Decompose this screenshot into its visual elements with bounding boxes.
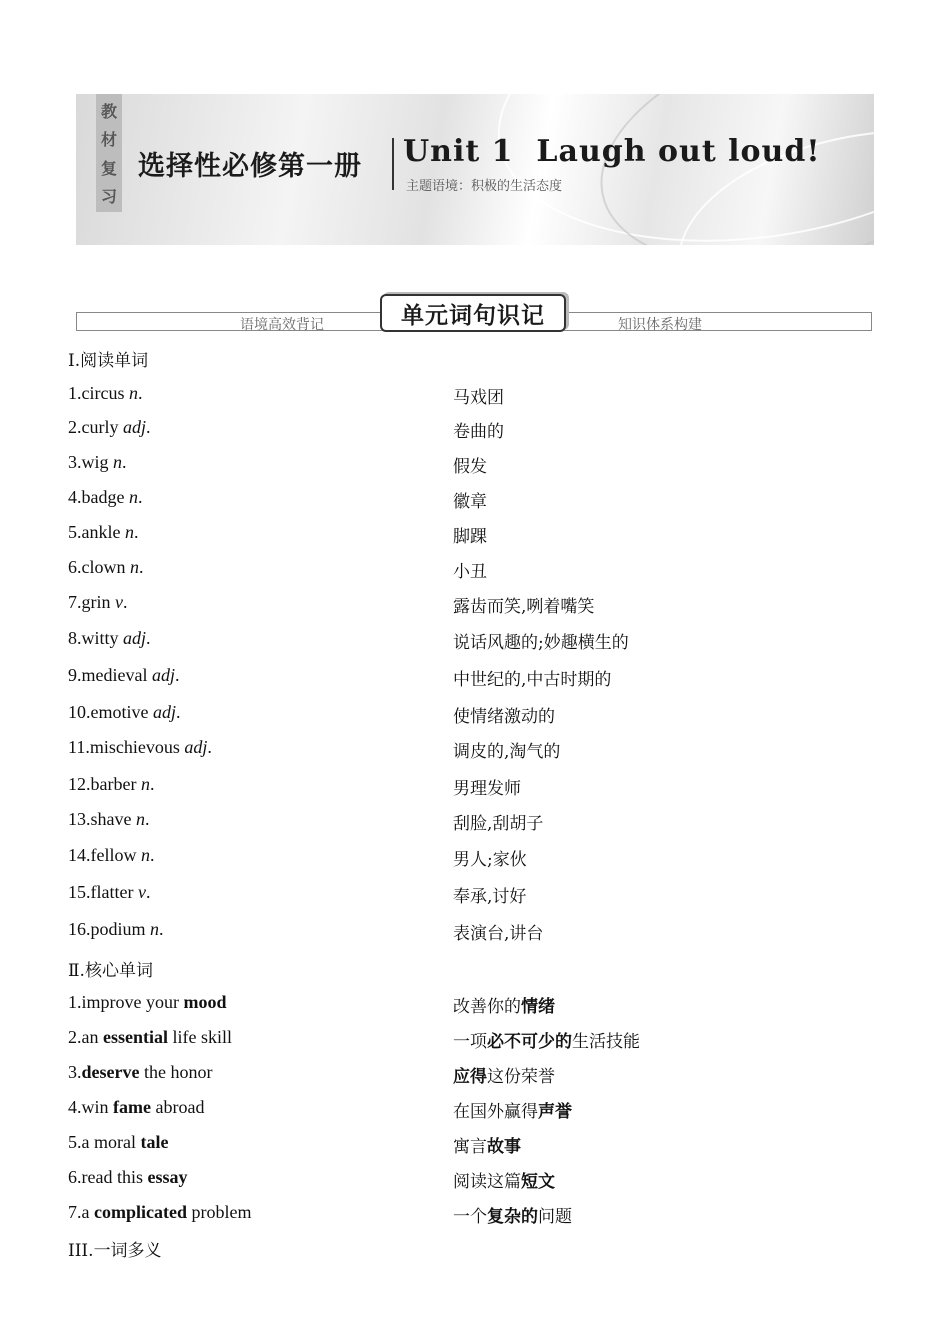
section-title-box: 单元词句识记	[380, 294, 566, 332]
english-term: 10.emotive adj.	[68, 702, 181, 722]
list-item	[0, 992, 950, 1016]
list-item	[0, 665, 950, 689]
phrase-suffix: life skill	[168, 1027, 232, 1047]
list-item	[0, 737, 950, 761]
zh-key-word: 故事	[487, 1137, 521, 1157]
chinese-phrase	[453, 1097, 572, 1122]
item-number: 9.	[68, 665, 82, 685]
side-tab-char: 复	[100, 158, 117, 178]
english-term: 4.badge n.	[68, 487, 143, 507]
banner-divider	[392, 138, 394, 190]
side-tab-char: 教	[100, 102, 117, 122]
english-term: 12.barber n.	[68, 774, 155, 794]
part-of-speech: n	[128, 383, 138, 403]
english-term: 8.witty adj.	[68, 628, 151, 648]
part-of-speech: n	[140, 845, 150, 865]
item-number: 14.	[68, 845, 91, 865]
chinese-meaning: 刮脸,刮胡子	[453, 814, 544, 834]
word: grin	[81, 592, 111, 612]
english-phrase	[68, 1097, 204, 1118]
zh-prefix: 一个	[453, 1207, 487, 1227]
zh-key-word: 短文	[521, 1172, 555, 1192]
item-number: 10.	[68, 702, 91, 722]
part-of-speech: n	[130, 557, 139, 577]
book-title: 选择性必修第一册	[138, 151, 362, 182]
item-number: 6.	[68, 1167, 82, 1187]
list-item	[0, 702, 950, 726]
side-tab-char: 习	[100, 186, 117, 206]
item-number: 12.	[68, 774, 91, 794]
chinese-meaning: 调皮的,淘气的	[453, 742, 561, 762]
chinese-meaning: 使情绪激动的	[453, 707, 555, 727]
item-number: 7.	[68, 1202, 82, 1222]
item-number: 3.	[68, 452, 82, 472]
item-number: 1.	[68, 383, 82, 403]
core-words-heading	[68, 956, 153, 981]
list-item	[0, 1027, 950, 1051]
word: witty	[81, 628, 119, 648]
zh-prefix: 改善你的	[453, 997, 521, 1017]
key-word: mood	[183, 992, 227, 1012]
list-item	[0, 487, 950, 511]
chinese-phrase	[453, 992, 555, 1017]
word: clown	[81, 557, 126, 577]
item-number: 4.	[68, 1097, 82, 1117]
list-item	[0, 628, 950, 652]
list-item	[0, 1202, 950, 1226]
key-word: complicated	[94, 1202, 187, 1222]
word: wig	[81, 452, 109, 472]
heading-number: Ⅱ.	[68, 961, 85, 981]
english-phrase	[68, 1132, 168, 1153]
item-number: 5.	[68, 522, 82, 542]
word: flatter	[90, 882, 134, 902]
phrase-prefix: an	[81, 1027, 103, 1047]
word: fellow	[90, 845, 137, 865]
polysemy-heading	[68, 1236, 162, 1261]
part-of-speech: n	[140, 774, 150, 794]
zh-prefix: 一项	[453, 1032, 487, 1052]
phrase-prefix: a moral	[81, 1132, 141, 1152]
chinese-meaning: 男人;家伙	[453, 850, 527, 870]
zh-prefix: 阅读这篇	[453, 1172, 521, 1192]
key-word: fame	[113, 1097, 151, 1117]
chinese-phrase	[453, 1167, 555, 1192]
heading-text: 阅读单词	[80, 351, 149, 371]
list-item	[0, 417, 950, 441]
theme-context: 主题语境：积极的生活态度	[406, 179, 563, 194]
english-phrase	[68, 1202, 251, 1223]
chinese-phrase	[453, 1027, 640, 1052]
chinese-meaning: 假发	[453, 457, 487, 477]
part-of-speech: n	[135, 809, 145, 829]
zh-prefix: 寓言	[453, 1137, 487, 1157]
english-term: 2.curly adj.	[68, 417, 151, 437]
part-of-speech: n	[124, 522, 134, 542]
list-item	[0, 845, 950, 869]
english-term: 7.grin v.	[68, 592, 128, 612]
english-phrase	[68, 1027, 232, 1048]
list-item	[0, 1167, 950, 1191]
list-item	[0, 1062, 950, 1086]
english-term: 5.ankle n.	[68, 522, 139, 542]
english-phrase	[68, 1062, 212, 1083]
chinese-meaning: 脚踝	[453, 527, 487, 547]
phrase-prefix: read this	[81, 1167, 148, 1187]
chinese-meaning: 露齿而笑,咧着嘴笑	[453, 597, 595, 617]
chinese-meaning: 卷曲的	[453, 422, 504, 442]
english-term: 11.mischievous adj.	[68, 737, 212, 757]
english-term: 16.podium n.	[68, 919, 164, 939]
word: circus	[81, 383, 125, 403]
phrase-prefix: win	[81, 1097, 113, 1117]
reading-words-heading	[68, 346, 148, 371]
english-term: 1.circus n.	[68, 383, 143, 403]
list-item	[0, 522, 950, 546]
word: medieval	[81, 665, 148, 685]
section-right-label: 知识体系构建	[618, 317, 702, 333]
chinese-meaning: 说话风趣的;妙趣横生的	[453, 633, 629, 653]
item-number: 11.	[68, 737, 90, 757]
part-of-speech: adj	[184, 737, 208, 757]
item-number: 2.	[68, 1027, 82, 1047]
heading-number: Ⅰ.	[68, 351, 81, 371]
english-term: 9.medieval adj.	[68, 665, 180, 685]
zh-suffix: 问题	[538, 1207, 572, 1227]
part-of-speech: n	[113, 452, 122, 472]
item-number: 8.	[68, 628, 82, 648]
key-word: deserve	[81, 1062, 140, 1082]
english-term: 15.flatter v.	[68, 882, 151, 902]
part-of-speech: adj	[152, 702, 176, 722]
part-of-speech: v	[137, 882, 146, 902]
list-item	[0, 557, 950, 581]
part-of-speech: adj	[122, 417, 146, 437]
zh-key-word: 声誉	[538, 1102, 572, 1122]
item-number: 7.	[68, 592, 82, 612]
list-item	[0, 1097, 950, 1121]
zh-prefix: 在国外赢得	[453, 1102, 538, 1122]
word: curly	[81, 417, 119, 437]
word: ankle	[81, 522, 121, 542]
list-item	[0, 383, 950, 407]
chinese-phrase	[453, 1202, 572, 1227]
heading-text: 核心单词	[84, 961, 153, 981]
item-number: 15.	[68, 882, 91, 902]
english-term: 6.clown n.	[68, 557, 144, 577]
heading-text: 一词多义	[93, 1241, 162, 1261]
zh-key-word: 情绪	[521, 997, 555, 1017]
zh-suffix: 生活技能	[572, 1032, 640, 1052]
side-tab-char: 材	[100, 130, 117, 150]
unit-banner	[76, 94, 874, 245]
unit-title: Unit 1 Laugh out loud!	[403, 134, 821, 169]
item-number: 4.	[68, 487, 82, 507]
phrase-prefix: a	[81, 1202, 94, 1222]
list-item	[0, 882, 950, 906]
item-number: 13.	[68, 809, 91, 829]
key-word: essential	[103, 1027, 168, 1047]
key-word: essay	[147, 1167, 188, 1187]
part-of-speech: v	[115, 592, 123, 612]
key-word: tale	[140, 1132, 169, 1152]
chinese-meaning: 表演台,讲台	[453, 924, 544, 944]
phrase-suffix: abroad	[150, 1097, 205, 1117]
part-of-speech: n	[150, 919, 160, 939]
phrase-suffix: the honor	[139, 1062, 213, 1082]
english-phrase	[68, 992, 227, 1013]
part-of-speech: adj	[123, 628, 147, 648]
textbook-review-tab	[96, 94, 122, 212]
english-term: 14.fellow n.	[68, 845, 155, 865]
word: podium	[90, 919, 146, 939]
chinese-meaning: 奉承,讨好	[453, 887, 527, 907]
item-number: 5.	[68, 1132, 82, 1152]
part-of-speech: n	[128, 487, 138, 507]
word: barber	[90, 774, 137, 794]
list-item	[0, 592, 950, 616]
phrase-suffix: problem	[186, 1202, 252, 1222]
chinese-meaning: 徽章	[453, 492, 487, 512]
chinese-meaning: 马戏团	[453, 388, 504, 408]
chinese-meaning: 男理发师	[453, 779, 521, 799]
english-phrase	[68, 1167, 187, 1188]
chinese-phrase	[453, 1132, 521, 1157]
list-item	[0, 452, 950, 476]
english-term: 13.shave n.	[68, 809, 150, 829]
section-left-label: 语境高效背记	[240, 317, 324, 333]
item-number: 2.	[68, 417, 82, 437]
heading-number: III.	[68, 1241, 94, 1261]
word: shave	[90, 809, 132, 829]
chinese-meaning: 中世纪的,中古时期的	[453, 670, 612, 690]
chinese-meaning: 小丑	[453, 562, 487, 582]
word: emotive	[90, 702, 149, 722]
item-number: 3.	[68, 1062, 82, 1082]
list-item	[0, 774, 950, 798]
item-number: 6.	[68, 557, 82, 577]
zh-key-word: 必不可少的	[487, 1032, 572, 1052]
chinese-phrase	[453, 1062, 555, 1087]
list-item	[0, 1132, 950, 1156]
zh-key-word: 复杂的	[487, 1207, 538, 1227]
phrase-prefix: improve your	[81, 992, 184, 1012]
list-item	[0, 919, 950, 943]
word: badge	[81, 487, 125, 507]
zh-suffix: 这份荣誉	[487, 1067, 555, 1087]
english-term: 3.wig n.	[68, 452, 127, 472]
word: mischievous	[89, 737, 180, 757]
item-number: 16.	[68, 919, 91, 939]
list-item	[0, 809, 950, 833]
zh-key-word: 应得	[453, 1067, 487, 1087]
item-number: 1.	[68, 992, 82, 1012]
part-of-speech: adj	[151, 665, 175, 685]
